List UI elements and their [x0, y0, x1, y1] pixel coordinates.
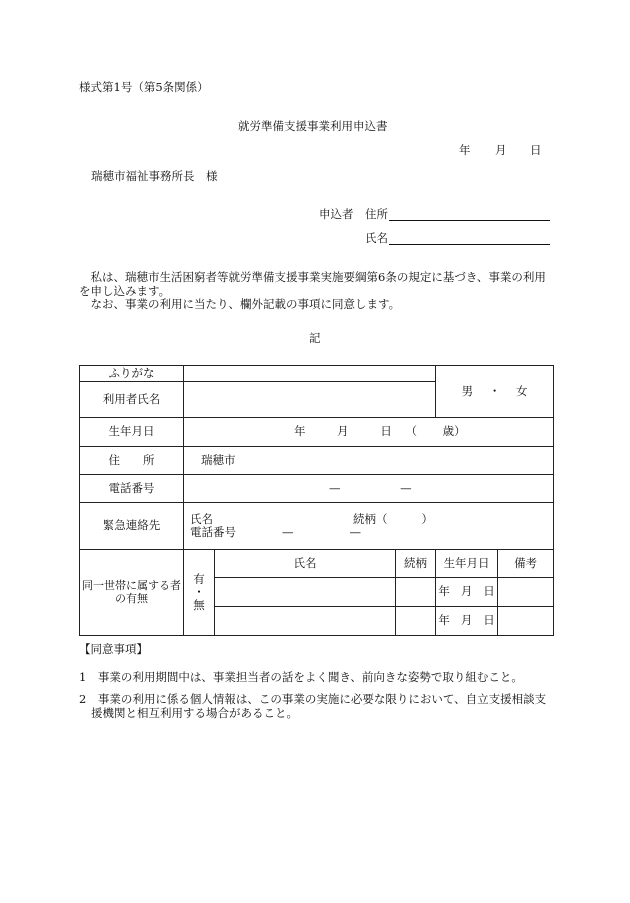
emergency-name-label: 氏名 — [190, 511, 213, 526]
emergency-label: 緊急連絡先 — [80, 503, 184, 550]
gender-cell — [436, 366, 554, 418]
birth-month-label: 月 — [337, 424, 349, 439]
phone-dash-1: — — [329, 480, 341, 495]
member-birth-cell[interactable] — [436, 607, 498, 636]
emergency-relation-label: 続柄（ — [353, 511, 388, 526]
gender-male[interactable]: 男 — [461, 383, 474, 398]
declaration-paragraph: 私は、瑞穂市生活困窮者等就労準備支援事業実施要綱第6条の規定に基づき、事業の利用を申し込みます。 — [79, 270, 546, 298]
emergency-phone-label: 電話番号 — [190, 525, 236, 539]
phone-field[interactable] — [184, 475, 554, 503]
gender-separator: ・ — [488, 383, 501, 398]
col-relation-header: 続柄 — [396, 550, 436, 578]
col-birth-header: 生年月日 — [436, 550, 498, 578]
member-birth-day: 日 — [483, 584, 495, 599]
user-name-field[interactable] — [184, 382, 436, 418]
emergency-field[interactable] — [184, 503, 554, 550]
furigana-field[interactable] — [184, 366, 436, 382]
exist-yes: 有 — [193, 571, 205, 586]
user-name-label: 利用者氏名 — [80, 382, 184, 418]
member-birth-month: 月 — [460, 613, 473, 628]
gender-female[interactable]: 女 — [515, 383, 528, 398]
address-value: 瑞穂市 — [201, 452, 236, 467]
member-birth-day: 日 — [483, 613, 495, 628]
applicant-label: 申込者 — [319, 207, 354, 221]
applicant-name-label: 氏名 — [365, 231, 388, 245]
phone-dash-2: — — [400, 480, 412, 495]
member-note-cell[interactable] — [498, 607, 554, 636]
member-birth-month: 月 — [460, 584, 473, 599]
phone-label: 電話番号 — [80, 475, 184, 503]
col-note-header: 備考 — [498, 550, 554, 578]
member-note-cell[interactable] — [498, 578, 554, 607]
ki-heading: 記 — [309, 331, 321, 345]
date-day-label: 日 — [530, 143, 542, 157]
applicant-address-field[interactable] — [389, 208, 550, 221]
member-birth-year: 年 — [438, 584, 450, 599]
emergency-phone-dash-1: — — [282, 525, 294, 539]
member-birth-year: 年 — [438, 613, 450, 628]
address-field[interactable] — [184, 447, 554, 475]
birth-year-label: 年 — [294, 424, 306, 439]
date-year-label: 年 — [459, 143, 471, 157]
exist-separator: ・ — [193, 584, 205, 599]
household-exist-cell[interactable] — [184, 550, 215, 636]
member-relation-cell[interactable] — [396, 607, 436, 636]
emergency-relation-close: ） — [421, 511, 433, 526]
exist-no: 無 — [193, 598, 205, 613]
age-label: 歳） — [442, 424, 466, 439]
birthdate-field[interactable] — [184, 418, 554, 447]
member-birth-cell[interactable] — [436, 578, 498, 607]
member-name-cell[interactable] — [215, 578, 396, 607]
address-label: 住 所 — [80, 447, 184, 475]
consent-item-1: 1 事業の利用期間中は、事業担当者の話をよく聞き、前向きな姿勢で取り組むこと。 — [79, 670, 523, 684]
consent-item-2: 2 事業の利用に係る個人情報は、この事業の実施に必要な限りにおいて、自立支援相談支援機関と相互利用する場合があること。 — [79, 692, 547, 720]
birthdate-label: 生年月日 — [80, 418, 184, 447]
member-name-cell[interactable] — [215, 607, 396, 636]
birth-day-label: 日 — [380, 424, 392, 439]
date-month-label: 月 — [495, 143, 507, 157]
household-label: 同一世帯に属する者の有無 — [80, 550, 184, 636]
emergency-phone-dash-2: — — [349, 525, 361, 539]
form-number: 様式第1号（第5条関係） — [79, 80, 209, 94]
application-table — [79, 365, 554, 636]
furigana-label: ふりがな — [80, 366, 184, 382]
col-name-header: 氏名 — [215, 550, 396, 578]
consent-heading: 【同意事項】 — [79, 642, 148, 656]
applicant-address-label: 住所 — [365, 207, 388, 221]
applicant-name-field[interactable] — [389, 232, 550, 245]
member-relation-cell[interactable] — [396, 578, 436, 607]
consent-paragraph: なお、事業の利用に当たり、欄外記載の事項に同意します。 — [79, 297, 401, 311]
age-open: （ — [405, 424, 417, 439]
addressee: 瑞穂市福祉事務所長 様 — [91, 169, 218, 183]
document-title: 就労準備支援事業利用申込書 — [238, 119, 388, 133]
